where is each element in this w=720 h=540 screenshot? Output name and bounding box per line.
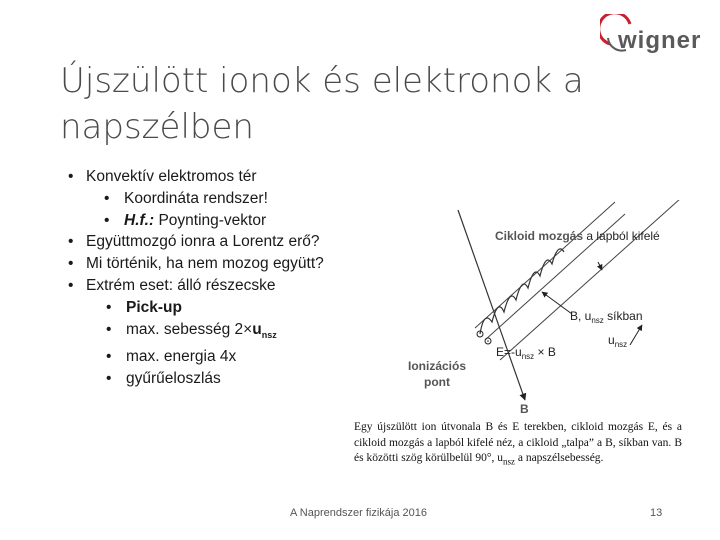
caption-text-end: a napszélsebesség.: [514, 452, 604, 464]
bullet-dot: •: [104, 189, 110, 207]
cycloid-path: [480, 249, 564, 334]
label-b: B: [520, 402, 529, 416]
bullet-text: Mi történik, ha nem mozog együtt?: [86, 255, 324, 273]
bullet-item: [66, 231, 406, 253]
label-e-pre: E=-u: [496, 345, 522, 359]
figure-caption: [354, 420, 682, 470]
slide-title: Újszülött ionok és elektronok a napszélben: [60, 61, 584, 147]
bullet-item: [66, 210, 406, 232]
label-e-sub: nsz: [521, 352, 535, 361]
bullet-dot: •: [104, 211, 110, 229]
bullet-dot: •: [106, 320, 112, 338]
bullet-item: [66, 346, 406, 368]
bullet-dot: •: [68, 168, 74, 185]
label-e: [496, 345, 556, 361]
label-b-plane-post: síkban: [603, 309, 643, 323]
bullet-text: Koordináta rendszer!: [124, 189, 268, 207]
bullet-text: Együttmozgó ionra a Lorentz erő?: [86, 233, 320, 251]
bullet-text: Extrém eset: álló részecske: [86, 276, 276, 294]
caption-text: Egy újszülött ion útvonala B és E terekben, cikloid mozgás E, és a cikloid mozgás a lapból kifelé néz, a cikloid „talpa” a B, síkban van. B és közötti szög körülbelül 90°, u: [354, 421, 682, 464]
bullet-item: [66, 253, 406, 275]
label-u-main: u: [608, 333, 615, 347]
bullet-item: [66, 319, 406, 347]
label-e-post: × B: [534, 345, 556, 359]
bullet-text: Poynting-vektor: [154, 211, 267, 229]
label-b-plane: [570, 309, 643, 325]
bullet-text: Konvektív elektromos tér: [86, 168, 257, 185]
bullet-item: [66, 166, 406, 188]
label-cycloid: [495, 229, 660, 243]
bullet-symbol: u: [252, 320, 262, 338]
bullet-dot: •: [68, 233, 74, 251]
bullet-text: Pick-up: [126, 298, 182, 316]
bullet-item: [66, 368, 406, 390]
label-cycloid-bold: Cikloid mozgás: [495, 229, 584, 243]
footer-text: A Naprendszer fizikája 2016: [290, 507, 427, 519]
label-u: [608, 333, 627, 349]
bullet-text: gyűrűeloszlás: [126, 370, 221, 388]
bullet-text: max. sebesség 2×: [126, 320, 253, 338]
label-b-plane-pre: B, u: [570, 309, 592, 323]
u-arrow: [630, 325, 642, 345]
bullet-dot: •: [106, 298, 112, 316]
cycloid-diagram: [380, 200, 700, 420]
bullet-label: H.f.:: [124, 211, 155, 229]
caption-subscript: nsz: [502, 456, 515, 467]
bullet-item: [66, 275, 406, 297]
label-ionization: Ionizációs: [408, 359, 467, 373]
b-plane-arrow: [542, 292, 572, 314]
bullet-item: [66, 188, 406, 210]
label-u-sub: nsz: [614, 340, 628, 349]
bullet-subscript: nsz: [261, 329, 277, 340]
out-of-page-arrow: [598, 262, 602, 270]
bullet-dot: •: [68, 276, 74, 294]
bullet-dot: •: [106, 348, 112, 366]
label-ionization-point: pont: [424, 375, 450, 389]
bullet-dot: •: [106, 370, 112, 388]
bullet-list: [66, 166, 406, 390]
wigner-logo: [600, 14, 710, 58]
bullet-item: [66, 297, 406, 319]
e-field-dot: [487, 340, 489, 342]
page-number: 13: [650, 507, 663, 519]
label-b-plane-sub: nsz: [591, 316, 604, 325]
bullet-text: max. energia 4x: [126, 348, 237, 366]
label-cycloid-rest: a lapból kifelé: [583, 229, 660, 243]
logo-text: wigner: [618, 27, 702, 54]
bullet-dot: •: [68, 255, 74, 273]
